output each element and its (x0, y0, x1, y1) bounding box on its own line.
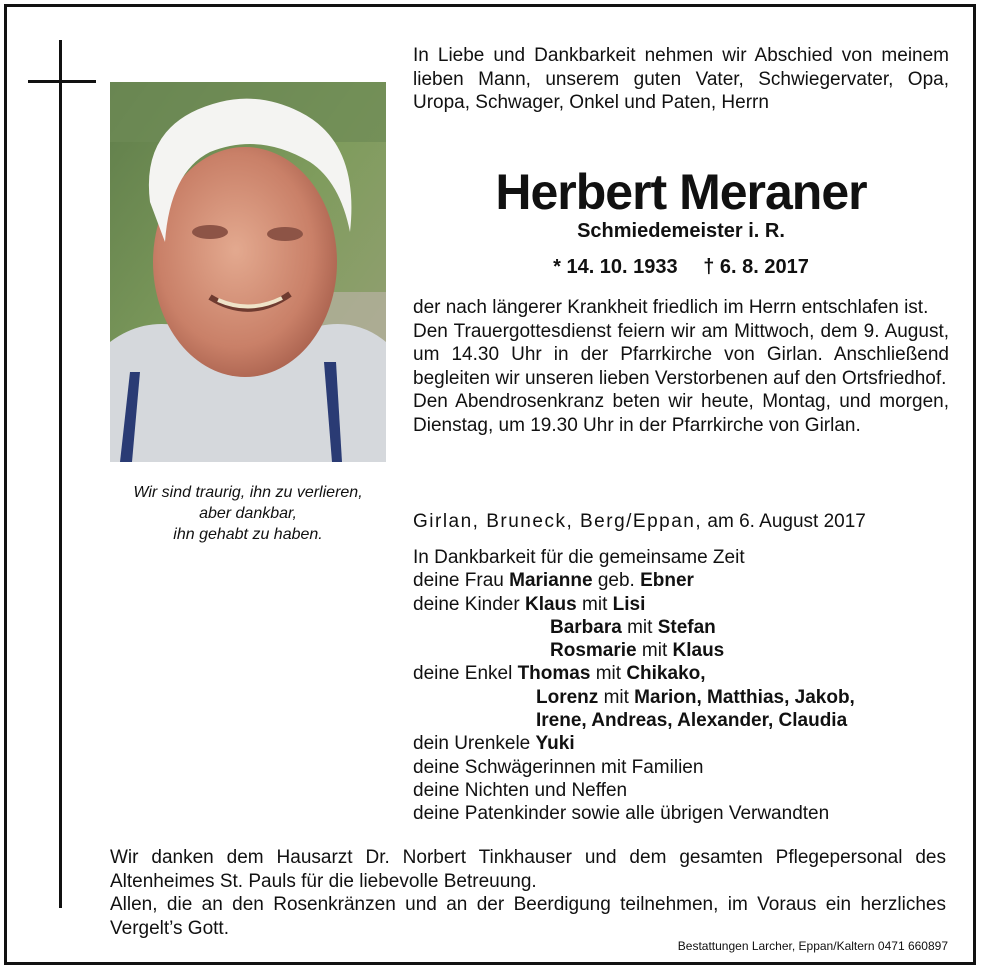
thanks-paragraph-1: Wir danken dem Hausarzt Dr. Norbert Tinkhauser und dem gesamten Pflegepersonal des Altenheimes St. Pauls für die liebevolle Betreuung. (110, 847, 946, 892)
birth-date: * 14. 10. 1933 (553, 256, 678, 278)
kid-with: mit (627, 616, 653, 638)
kid-partner: Klaus (672, 640, 725, 662)
announcement-date: am 6. August 2017 (707, 511, 866, 532)
great-grandchild-name: Yuki (535, 733, 575, 755)
kid-partner: Lisi (612, 593, 646, 615)
kid-name: Klaus (524, 593, 577, 615)
body-paragraph-1: der nach längerer Krankheit friedlich im Herrn entschlafen ist. (413, 297, 929, 318)
wife-geb: geb. (597, 570, 635, 592)
caption-line-2: aber dankbar, (199, 505, 297, 522)
place-date-line (413, 510, 949, 534)
grandchild-partner: Chikako, (626, 663, 706, 685)
grandchildren-label: deine Enkel (413, 663, 513, 685)
grandchild-with: mit (603, 686, 629, 708)
intro-text (413, 44, 949, 115)
grandchild-with: mit (595, 663, 622, 685)
grandchild-names: Irene, Andreas, Alexander, Claudia (536, 710, 848, 732)
family-grandchild-1 (413, 662, 949, 685)
family-inlaws: deine Schwägerinnen mit Familien (413, 756, 704, 778)
family-kid-2 (413, 616, 949, 639)
family-great-grandchild (413, 732, 949, 755)
family-intro: In Dankbarkeit für die gemeinsame Zeit (413, 547, 745, 568)
grandchild-partner: Marion, Matthias, Jakob, (634, 686, 855, 708)
deceased-title: Schmiedemeister i. R. (577, 220, 785, 242)
death-date: † 6. 8. 2017 (703, 256, 809, 278)
kid-with: mit (582, 593, 608, 615)
family-godchildren: deine Patenkinder sowie alle übrigen Verwandten (413, 803, 830, 825)
kid-name: Rosmarie (550, 640, 637, 662)
kid-with: mit (641, 640, 668, 662)
family-list (413, 546, 949, 826)
great-grandchild-label: dein Urenkele (413, 733, 531, 755)
deceased-name: Herbert Meraner (495, 164, 867, 220)
caption-line-3: ihn gehabt zu haben. (173, 526, 323, 543)
wife-maiden-name: Ebner (640, 570, 694, 592)
portrait-photo (110, 82, 386, 462)
body-paragraph-2: Den Trauergottesdienst feiern wir am Mittwoch, dem 9. August, um 14.30 Uhr in der Pfarrkirche von Girlan. Anschließend begleiten wir unseren lieben Verstorbenen auf den Ortsfriedhof. (413, 320, 949, 389)
life-dates (413, 254, 949, 280)
grandchild-name: Thomas (517, 663, 591, 685)
family-kid-1 (413, 593, 949, 616)
announcement-body (413, 296, 949, 437)
wife-name: Marianne (509, 570, 593, 592)
family-kid-3 (413, 639, 949, 662)
family-nieces: deine Nichten und Neffen (413, 779, 628, 801)
thanks-text (110, 846, 946, 940)
cross-vertical (59, 40, 62, 908)
family-wife (413, 569, 949, 592)
undertaker-credit: Bestattungen Larcher, Eppan/Kaltern 0471 660897 (677, 939, 948, 953)
places: Girlan, Bruneck, Berg/Eppan, (413, 511, 703, 532)
cross-horizontal (28, 80, 96, 83)
photo-caption (100, 482, 396, 545)
kid-name: Barbara (550, 616, 622, 638)
body-paragraph-3: Den Abendrosenkranz beten wir heute, Montag, und morgen, Dienstag, um 19.30 Uhr in der Pfarrkirche von Girlan. (413, 391, 949, 436)
thanks-paragraph-2: Allen, die an den Rosenkränzen und an der Beerdigung teilnehmen, im Voraus ein herzliches Vergelt’s Gott. (110, 894, 946, 939)
wife-label: deine Frau (413, 570, 504, 592)
caption-line-1: Wir sind traurig, ihn zu verlieren, (133, 484, 363, 501)
kid-partner: Stefan (657, 616, 716, 638)
family-grandchild-3 (413, 709, 949, 732)
grandchild-name: Lorenz (536, 686, 599, 708)
kids-label: deine Kinder (413, 593, 520, 615)
intro-paragraph: In Liebe und Dankbarkeit nehmen wir Abschied von meinem lieben Mann, unserem guten Vater, Schwiegervater, Opa, Uropa, Schwager, Onkel und Paten, Herrn (413, 45, 949, 113)
family-grandchild-2 (413, 686, 949, 709)
